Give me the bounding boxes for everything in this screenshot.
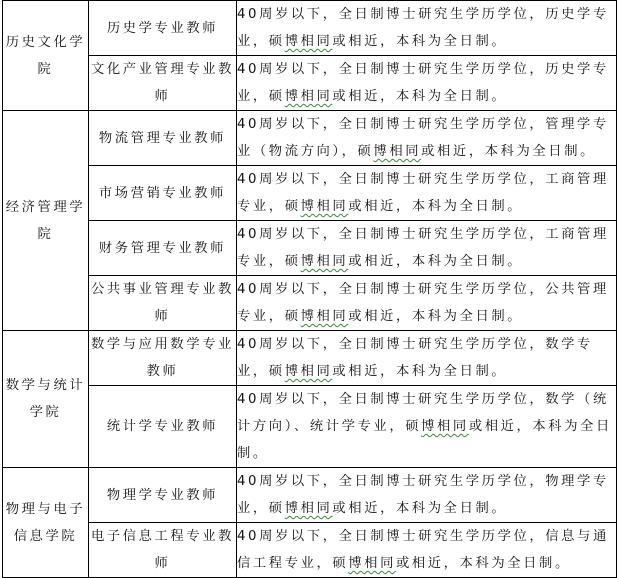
table-row	[3, 276, 617, 331]
requirement-cell	[237, 331, 617, 386]
requirement-cell	[237, 166, 617, 221]
requirement-text: 或相近，本科为全日制。	[237, 419, 612, 461]
position-cell: 电子信息工程专业教师	[89, 523, 237, 578]
position-cell: 历史学专业教师	[89, 1, 237, 56]
position-cell: 公共事业管理专业教师	[89, 276, 237, 331]
table-row	[3, 331, 617, 386]
requirement-cell	[237, 221, 617, 276]
position-cell: 数学与应用数学专业教师	[89, 331, 237, 386]
spellcheck-flagged-text: 博相同	[373, 144, 422, 159]
requirement-cell	[237, 276, 617, 331]
requirement-text: 或相近，本科为全日制。	[348, 309, 524, 324]
requirement-text: 40周岁以下，全日制博士研究生学历学位，工商管理专业，硕	[237, 172, 609, 214]
requirement-text: 或相近，本科为全日制。	[332, 89, 508, 104]
spellcheck-flagged-text: 博相同	[300, 309, 349, 324]
requirement-cell	[237, 523, 617, 578]
spellcheck-flagged-text: 博相同	[300, 254, 349, 269]
requirement-cell	[237, 111, 617, 166]
table-row	[3, 523, 617, 578]
requirement-text: 40周岁以下，全日制博士研究生学历学位，信息与通信工程专业，硕	[237, 529, 609, 571]
requirement-text: 40周岁以下，全日制博士研究生学历学位，历史学专业，硕	[237, 62, 609, 104]
table-row	[3, 468, 617, 523]
requirement-text: 40周岁以下，全日制博士研究生学历学位，物理学专业，硕	[237, 474, 609, 516]
spellcheck-flagged-text: 博相同	[300, 199, 349, 214]
requirement-cell	[237, 386, 617, 468]
position-cell: 统计学专业教师	[89, 386, 237, 468]
requirement-text: 或相近，本科为全日制。	[348, 199, 524, 214]
position-cell: 物理学专业教师	[89, 468, 237, 523]
college-cell: 物理与电子信息学院	[3, 468, 89, 578]
requirement-text: 40周岁以下，全日制博士研究生学历学位，管理学专业（物流方向），硕	[237, 117, 609, 159]
spellcheck-flagged-text: 博相同	[348, 556, 396, 571]
table-row	[3, 56, 617, 111]
college-cell: 数学与统计学院	[3, 331, 89, 468]
position-cell: 物流管理专业教师	[89, 111, 237, 166]
table-row	[3, 166, 617, 221]
requirement-text: 或相近，本科为全日制。	[332, 364, 508, 379]
requirement-text: 40周岁以下，全日制博士研究生学历学位，公共管理专业，硕	[237, 282, 609, 324]
recruitment-table	[2, 0, 617, 578]
requirement-text: 或相近，本科为全日制。	[421, 144, 596, 159]
requirement-text: 40周岁以下，全日制博士研究生学历学位，数学（统计方向）、统计学专业，硕	[237, 392, 609, 434]
table-row	[3, 221, 617, 276]
position-cell: 文化产业管理专业教师	[89, 56, 237, 111]
college-cell: 经济管理学院	[3, 111, 89, 331]
table-row	[3, 111, 617, 166]
requirement-text: 或相近，本科为全日制。	[348, 254, 524, 269]
college-cell: 历史文化学院	[3, 1, 89, 111]
spellcheck-flagged-text: 博相同	[284, 34, 333, 49]
requirement-cell	[237, 468, 617, 523]
requirement-cell	[237, 56, 617, 111]
requirement-text: 或相近，本科为全日制。	[332, 501, 508, 516]
requirement-text: 或相近，本科为全日制。	[332, 34, 508, 49]
requirement-cell	[237, 1, 617, 56]
table-row	[3, 386, 617, 468]
position-cell: 市场营销专业教师	[89, 166, 237, 221]
table-row	[3, 1, 617, 56]
position-cell: 财务管理专业教师	[89, 221, 237, 276]
requirement-text: 40周岁以下，全日制博士研究生学历学位，历史学专业，硕	[237, 7, 609, 49]
spellcheck-flagged-text: 博相同	[284, 89, 333, 104]
spellcheck-flagged-text: 博相同	[284, 364, 333, 379]
spellcheck-flagged-text: 博相同	[284, 501, 333, 516]
requirement-text: 或相近，本科为全日制。	[395, 556, 571, 571]
requirement-text: 40周岁以下，全日制博士研究生学历学位，工商管理专业，硕	[237, 227, 609, 269]
requirement-text: 40周岁以下，全日制博士研究生学历学位，数学专业，硕	[237, 337, 593, 379]
spellcheck-flagged-text: 博相同	[421, 419, 469, 434]
